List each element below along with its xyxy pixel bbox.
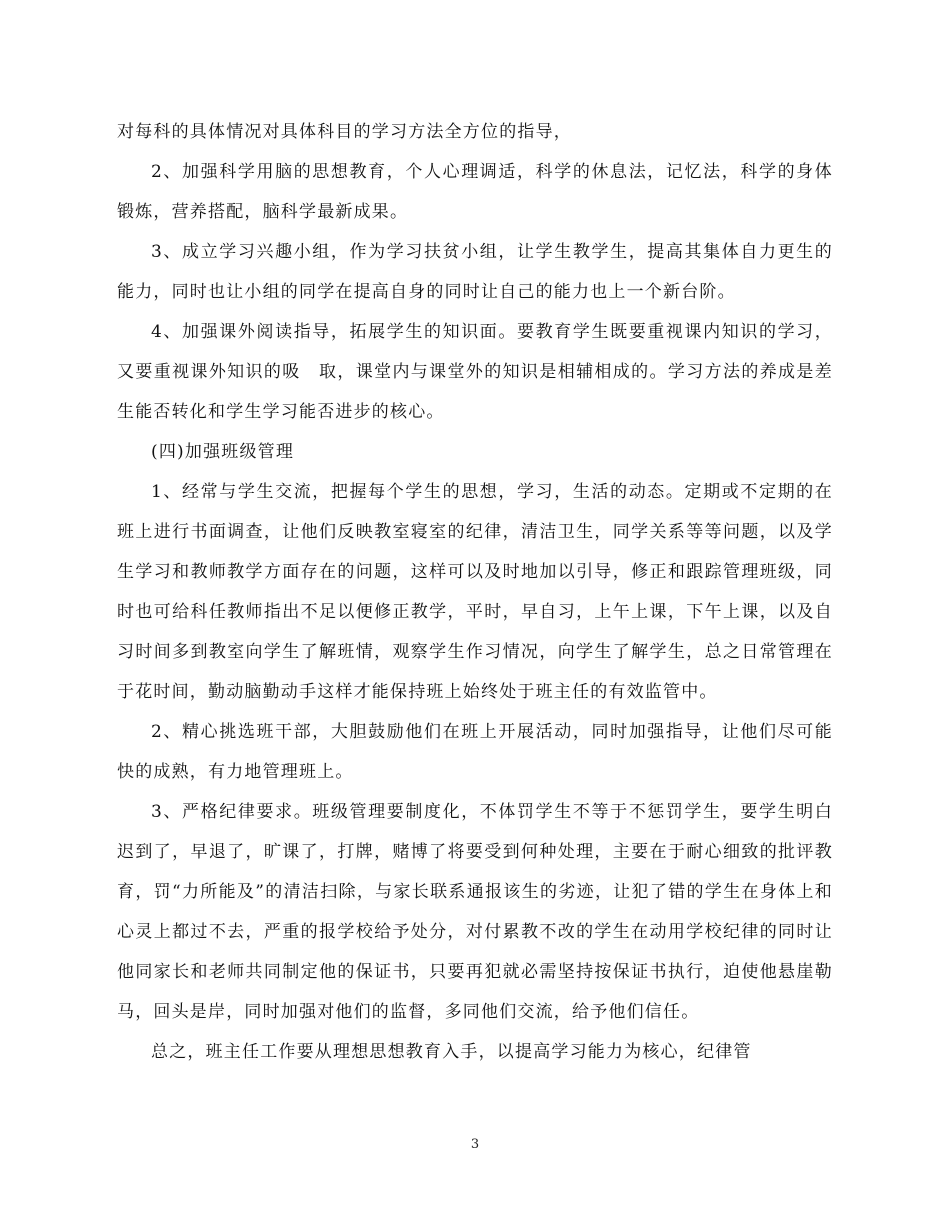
section-heading-class-management: (四)加强班级管理: [151, 442, 295, 462]
page-number: 3: [470, 1137, 480, 1152]
paragraph-item-2-class-cadres: 2、精心挑选班干部，大胆鼓励他们在班上开展活动，同时加强指导，让他们尽可能快的成熟，有力地管理班上。: [117, 722, 833, 782]
paragraph-item-1-communication: 1、经常与学生交流，把握每个学生的思想，学习，生活的动态。定期或不定期的在班上进行书面调查，让他们反映教室寝室的纪律，清洁卫生，同学关系等等问题，以及学生学习和教师教学方面存在的问题，这样可以及时地加以引导，修正和跟踪管理班级，同时也可给科任教师指出不足以便修正教学，平时，早自习，上午上课，下午上课，以及自习时间多到教室向学生了解班情，观察学生作习情况，向学生了解学生，总之日常管理在于花时间，勤动脑勤动手这样才能保持班上始终处于班主任的有效监管中。: [117, 482, 833, 702]
paragraph-item-3-study-group: 3、成立学习兴趣小组，作为学习扶贫小组，让学生教学生，提高其集体自力更生的能力，同时也让小组的同学在提高自身的同时让自己的能力也上一个新台阶。: [117, 242, 833, 302]
paragraph-item-4-extracurricular-reading: 4、加强课外阅读指导，拓展学生的知识面。要教育学生既要重视课内知识的学习，又要重视课外知识的吸 取，课堂内与课堂外的知识是相辅相成的。学习方法的养成是差生能否转化和学生学习能否进步的核心。: [117, 322, 833, 422]
paragraph-continuation: 对每科的具体情况对具体科目的学习方法全方位的指导，: [117, 122, 572, 142]
paragraph-item-2-brain-education: 2、加强科学用脑的思想教育，个人心理调适，科学的休息法，记忆法，科学的身体锻炼，营养搭配，脑科学最新成果。: [117, 162, 833, 222]
paragraph-item-3-discipline: 3、严格纪律要求。班级管理要制度化，不体罚学生不等于不惩罚学生，要学生明白迟到了，早退了，旷课了，打牌，赌博了将要受到何种处理，主要在于耐心细致的批评教育，罚“力所能及”的清洁扫除，与家长联系通报该生的劣迹，让犯了错的学生在身体上和心灵上都过不去，严重的报学校给予处分，对付累教不改的学生在动用学校纪律的同时让他同家长和老师共同制定他的保证书，只要再犯就必需坚持按保证书执行，迫使他悬崖勒马，回头是岸，同时加强对他们的监督，多同他们交流，给予他们信任。: [117, 802, 833, 1022]
document-body: [117, 112, 833, 1072]
paragraph-summary: 总之，班主任工作要从理想思想教育入手，以提高学习能力为核心，纪律管: [151, 1042, 752, 1062]
